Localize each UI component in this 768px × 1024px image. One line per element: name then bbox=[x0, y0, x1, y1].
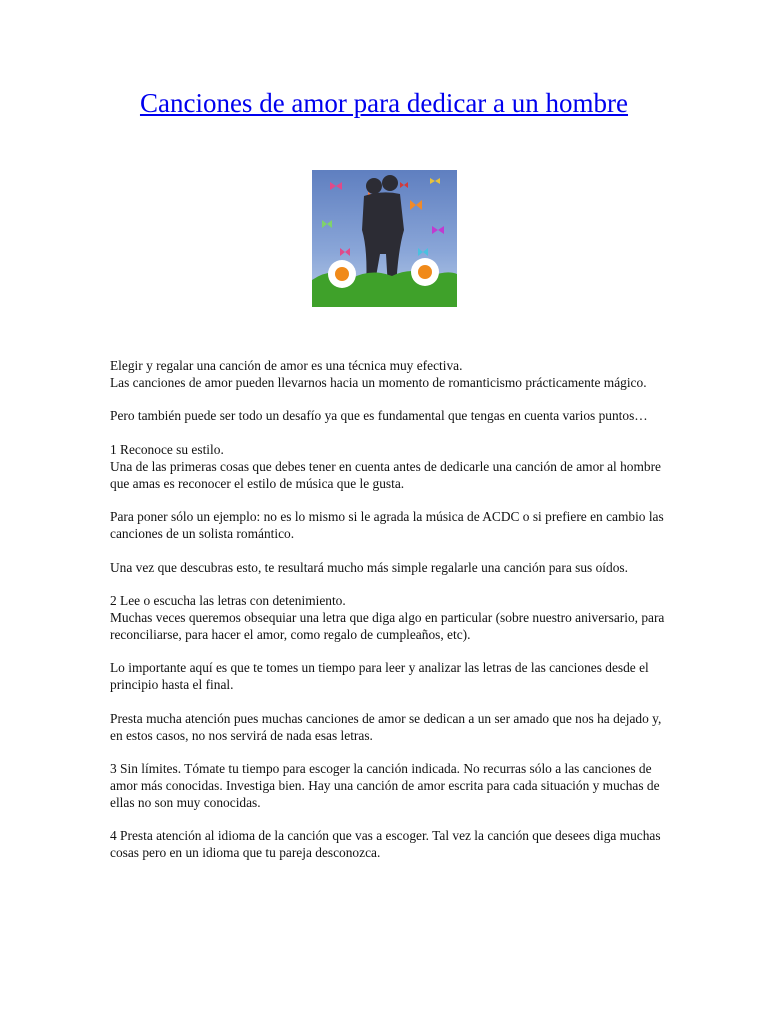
paragraph: Para poner sólo un ejemplo: no es lo mismo si le agrada la música de ACDC o si prefiere en cambio las canciones de un solista romántico. bbox=[110, 509, 664, 541]
hero-image bbox=[312, 170, 457, 307]
paragraph: Elegir y regalar una canción de amor es una técnica muy efectiva. Las canciones de amor pueden llevarnos hacia un momento de romanticismo prácticamente mágico. bbox=[110, 358, 647, 390]
paragraph: 3 Sin límites. Tómate tu tiempo para escoger la canción indicada. No recurras sólo a las canciones de amor más conocidas. Investiga bien. Hay una canción de amor escrita para cada situación y muchas de ellas no son muy conocidas. bbox=[110, 761, 660, 810]
paragraph: 4 Presta atención al idioma de la canción que vas a escoger. Tal vez la canción que desees diga muchas cosas pero en un idioma que tu pareja desconozca. bbox=[110, 828, 661, 861]
document-title-link[interactable]: Canciones de amor para dedicar a un hombre bbox=[139, 88, 629, 118]
paragraph: Una vez que descubras esto, te resultará mucho más simple regalarle una canción para sus oídos. bbox=[110, 559, 628, 575]
daisy-right-icon bbox=[411, 258, 439, 286]
paragraph: Presta mucha atención pues muchas canciones de amor se dedican a un ser amado que nos ha dejado y, en estos casos, no nos servirá de nada esas letras. bbox=[110, 710, 662, 743]
daisy-left-icon bbox=[328, 260, 356, 288]
paragraph: Pero también puede ser todo un desafío ya que es fundamental que tengas en cuenta varios puntos… bbox=[110, 408, 648, 424]
paragraph: Lo importante aquí es que te tomes un tiempo para leer y analizar las letras de las canciones desde el principio hasta el final. bbox=[110, 660, 649, 693]
paragraph: 2 Lee o escucha las letras con detenimiento. Muchas veces queremos obsequiar una letra que diga algo en particular (sobre nuestro aniversario, para reconciliarse, para hacer el amor, como regalo de cumpleaños, etc). bbox=[110, 593, 665, 642]
paragraph: 1 Reconoce su estilo. Una de las primeras cosas que debes tener en cuenta antes de dedicarle una canción de amor al hombre que amas es reconocer el estilo de música que le gusta. bbox=[110, 441, 662, 491]
article-body bbox=[110, 358, 670, 879]
